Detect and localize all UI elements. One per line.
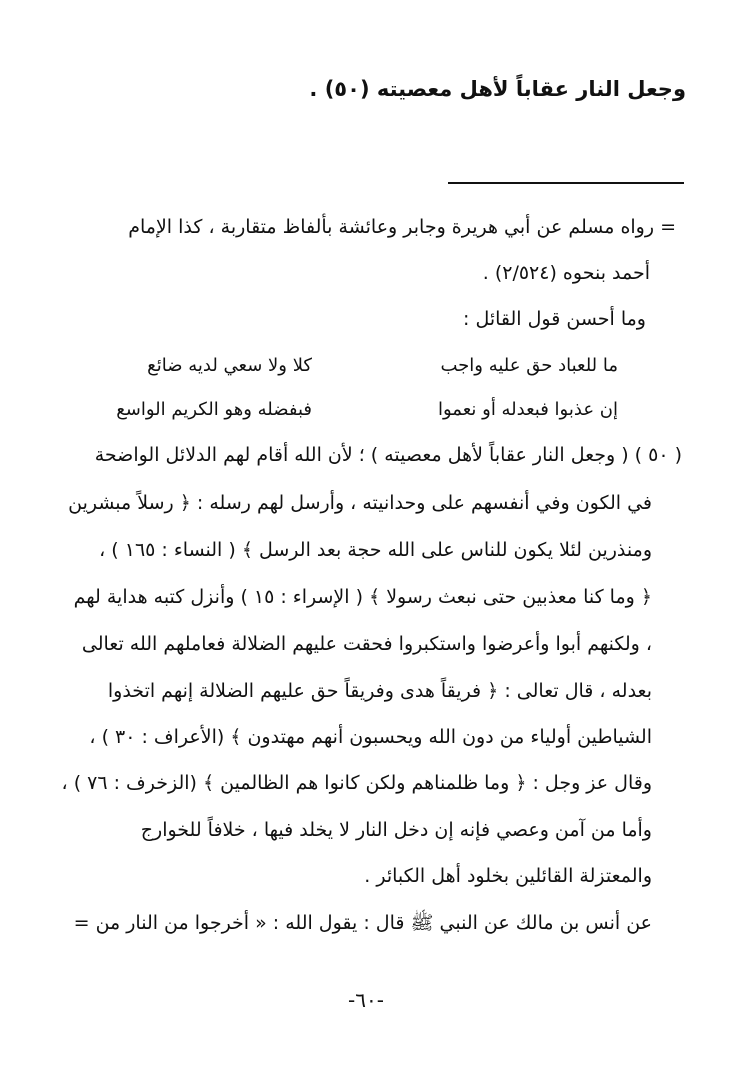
body-line-2: في الكون وفي أنفسهم على وحدانيته ، وأرسل لهم رسله : ﴿ رسلاً مبشرين bbox=[68, 492, 652, 514]
body-line-8: وقال عز وجل : ﴿ وما ظلمناهم ولكن كانوا هم الظالمين ﴾ (الزخرف : ٧٦ ) ، bbox=[61, 772, 652, 794]
body-line-11: عن أنس بن مالك عن النبي ﷺ قال : يقول الله : « أخرجوا من النار من = bbox=[73, 912, 652, 934]
body-line-9: وأما من آمن وعصي فإنه إن دخل النار لا يخلد فيها ، خلافاً للخوارج bbox=[140, 819, 652, 841]
commentary-line-1: = رواه مسلم عن أبي هريرة وجابر وعائشة بألفاظ متقاربة ، كذا الإمام bbox=[128, 216, 676, 238]
body-line-7: الشياطين أولياء من دون الله ويحسبون أنهم مهتدون ﴾ (الأعراف : ٣٠ ) ، bbox=[89, 726, 652, 748]
body-line-10: والمعتزلة القائلين بخلود أهل الكبائر . bbox=[364, 865, 652, 887]
body-line-6: بعدله ، قال تعالى : ﴿ فريقاً هدى وفريقاً حق عليهم الضلالة إنهم اتخذوا bbox=[107, 680, 652, 702]
body-line-3: ومنذرين لئلا يكون للناس على الله حجة بعد الرسل ﴾ ( النساء : ١٦٥ ) ، bbox=[99, 539, 652, 561]
body-line-5: ، ولكنهم أبوا وأعرضوا واستكبروا فحقت عليهم الضلالة فعاملهم الله تعالى bbox=[81, 633, 652, 655]
body-line-4: ﴿ وما كنا معذبين حتى نبعث رسولا ﴾ ( الإسراء : ١٥ ) وأنزل كتبه هداية لهم bbox=[73, 586, 652, 608]
poem-verse-2-right: إن عذبوا فبعدله أو نعموا bbox=[438, 399, 618, 420]
page-number: -٦٠- bbox=[348, 988, 384, 1012]
footnote-separator bbox=[448, 182, 684, 184]
top-line: وجعل النار عقاباً لأهل معصيته (٥٠) . bbox=[309, 77, 686, 101]
commentary-line-2: أحمد بنحوه (٢/٥٢٤) . bbox=[482, 262, 650, 284]
poem-verse-2-left: فبفضله وهو الكريم الواسع bbox=[116, 399, 312, 420]
poem-verse-1-right: ما للعباد حق عليه واجب bbox=[440, 355, 618, 376]
body-line-1: ( ٥٠ ) ( وجعل النار عقاباً لأهل معصيته ) ؛ لأن الله أقام لهم الدلائل الواضحة bbox=[94, 444, 682, 466]
commentary-line-3: وما أحسن قول القائل : bbox=[463, 308, 646, 330]
poem-verse-1-left: كلا ولا سعي لديه ضائع bbox=[147, 355, 312, 376]
